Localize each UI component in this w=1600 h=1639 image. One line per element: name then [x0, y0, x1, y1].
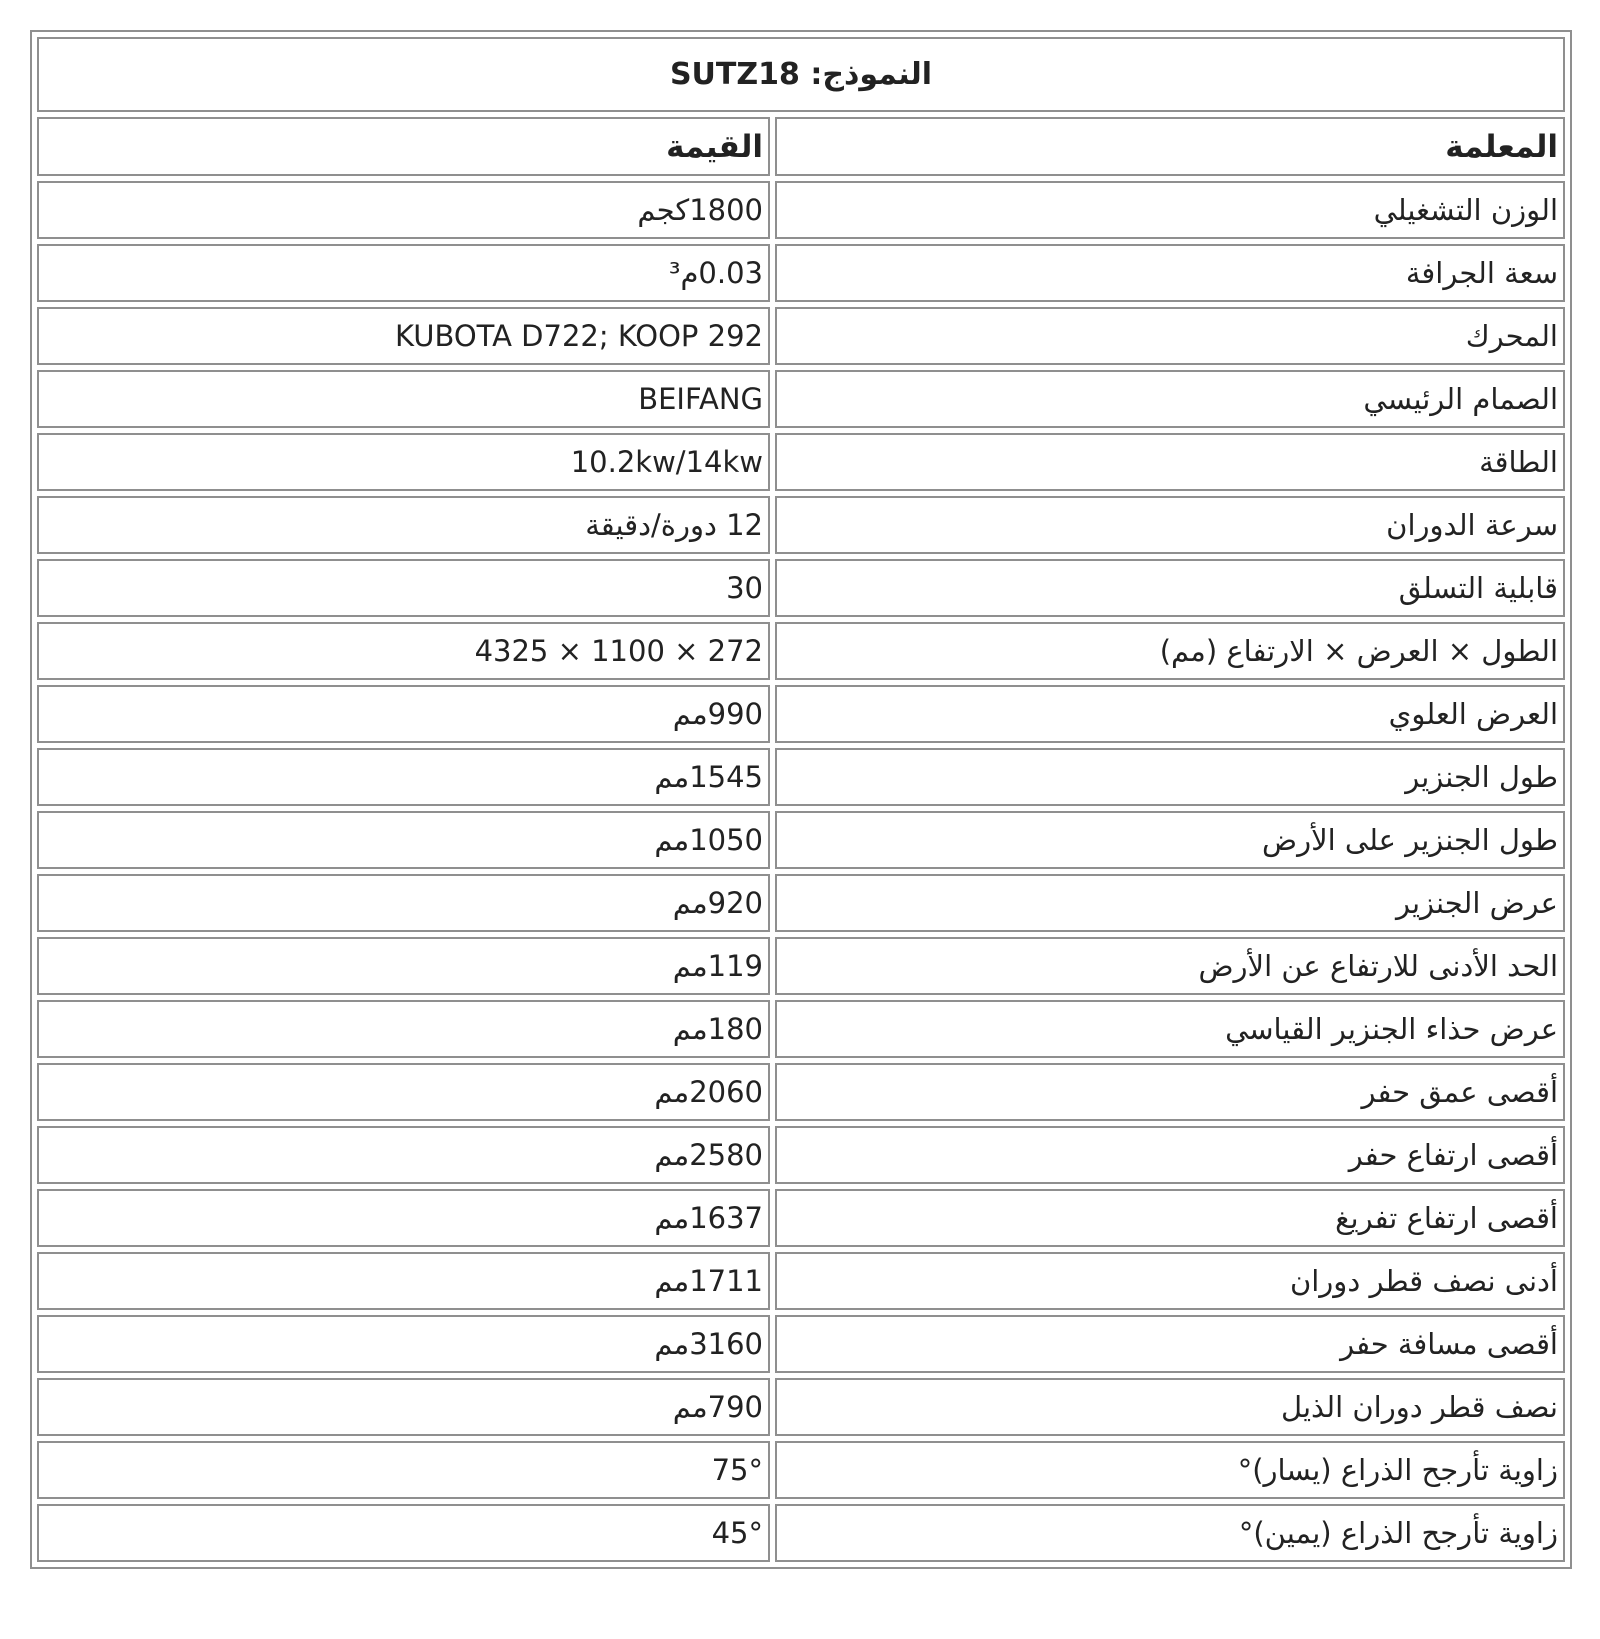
- table-row: [37, 1063, 1565, 1121]
- table-row: [37, 874, 1565, 932]
- value-cell: 3160مم: [37, 1315, 770, 1373]
- value-cell: 990مم: [37, 685, 770, 743]
- table-row: [37, 1000, 1565, 1058]
- value-cell: 30: [37, 559, 770, 617]
- table-row: [37, 685, 1565, 743]
- table-row: [37, 1126, 1565, 1184]
- value-text: 10.2kw/14kw: [570, 445, 763, 479]
- parameter-cell: عرض الجنزير: [775, 874, 1565, 932]
- value-column-header: القيمة: [37, 117, 770, 176]
- value-cell: [37, 433, 770, 491]
- parameter-cell: الوزن التشغيلي: [775, 181, 1565, 239]
- value-cell: 1800كجم: [37, 181, 770, 239]
- table-row: [37, 370, 1565, 428]
- table-row: [37, 748, 1565, 806]
- parameter-cell: أقصى مسافة حفر: [775, 1315, 1565, 1373]
- parameter-cell: أقصى عمق حفر: [775, 1063, 1565, 1121]
- table-row: [37, 622, 1565, 680]
- parameter-cell: أدنى نصف قطر دوران: [775, 1252, 1565, 1310]
- parameter-cell: أقصى ارتفاع تفريغ: [775, 1189, 1565, 1247]
- value-cell: 180مم: [37, 1000, 770, 1058]
- parameter-column-header: المعلمة: [775, 117, 1565, 176]
- table-row: [37, 937, 1565, 995]
- parameter-cell: الطاقة: [775, 433, 1565, 491]
- parameter-cell: أقصى ارتفاع حفر: [775, 1126, 1565, 1184]
- parameter-cell: الصمام الرئيسي: [775, 370, 1565, 428]
- value-cell: 119مم: [37, 937, 770, 995]
- table-row: [37, 1252, 1565, 1310]
- parameter-cell: نصف قطر دوران الذيل: [775, 1378, 1565, 1436]
- value-cell: [37, 307, 770, 365]
- parameter-cell: عرض حذاء الجنزير القياسي: [775, 1000, 1565, 1058]
- value-cell: 45°: [37, 1504, 770, 1562]
- table-row: [37, 1315, 1565, 1373]
- parameter-cell: سعة الجرافة: [775, 244, 1565, 302]
- value-cell: 790مم: [37, 1378, 770, 1436]
- parameter-cell: المحرك: [775, 307, 1565, 365]
- model-title: النموذج: SUTZ18: [37, 37, 1565, 112]
- value-cell: 1711مم: [37, 1252, 770, 1310]
- parameter-cell: طول الجنزير على الأرض: [775, 811, 1565, 869]
- value-cell: 1637مم: [37, 1189, 770, 1247]
- value-cell: 1545مم: [37, 748, 770, 806]
- parameter-cell: العرض العلوي: [775, 685, 1565, 743]
- value-cell: 0.03م³: [37, 244, 770, 302]
- parameter-cell: زاوية تأرجح الذراع (يسار)°: [775, 1441, 1565, 1499]
- value-cell: 2060مم: [37, 1063, 770, 1121]
- table-row: [37, 1441, 1565, 1499]
- value-text: 4325 × 1100 × 272: [474, 634, 763, 668]
- parameter-cell: الحد الأدنى للارتفاع عن الأرض: [775, 937, 1565, 995]
- value-cell: [37, 622, 770, 680]
- table-row: [37, 559, 1565, 617]
- value-cell: 2580مم: [37, 1126, 770, 1184]
- specifications-table: [30, 30, 1572, 1569]
- value-text: KUBOTA D722; KOOP 292: [394, 319, 763, 353]
- parameter-cell: الطول × العرض × الارتفاع (مم): [775, 622, 1565, 680]
- parameter-cell: طول الجنزير: [775, 748, 1565, 806]
- parameter-cell: سرعة الدوران: [775, 496, 1565, 554]
- value-text: BEIFANG: [638, 382, 763, 416]
- value-cell: 12 دورة/دقيقة: [37, 496, 770, 554]
- table-row: [37, 307, 1565, 365]
- table-row: [37, 244, 1565, 302]
- parameter-cell: زاوية تأرجح الذراع (يمين)°: [775, 1504, 1565, 1562]
- parameter-cell: قابلية التسلق: [775, 559, 1565, 617]
- table-row: [37, 1189, 1565, 1247]
- table-row: [37, 496, 1565, 554]
- table-row: [37, 181, 1565, 239]
- table-row: [37, 433, 1565, 491]
- value-cell: 1050مم: [37, 811, 770, 869]
- value-cell: 75°: [37, 1441, 770, 1499]
- table-row: [37, 811, 1565, 869]
- table-row: [37, 1504, 1565, 1562]
- value-cell: 920مم: [37, 874, 770, 932]
- value-cell: [37, 370, 770, 428]
- table-row: [37, 1378, 1565, 1436]
